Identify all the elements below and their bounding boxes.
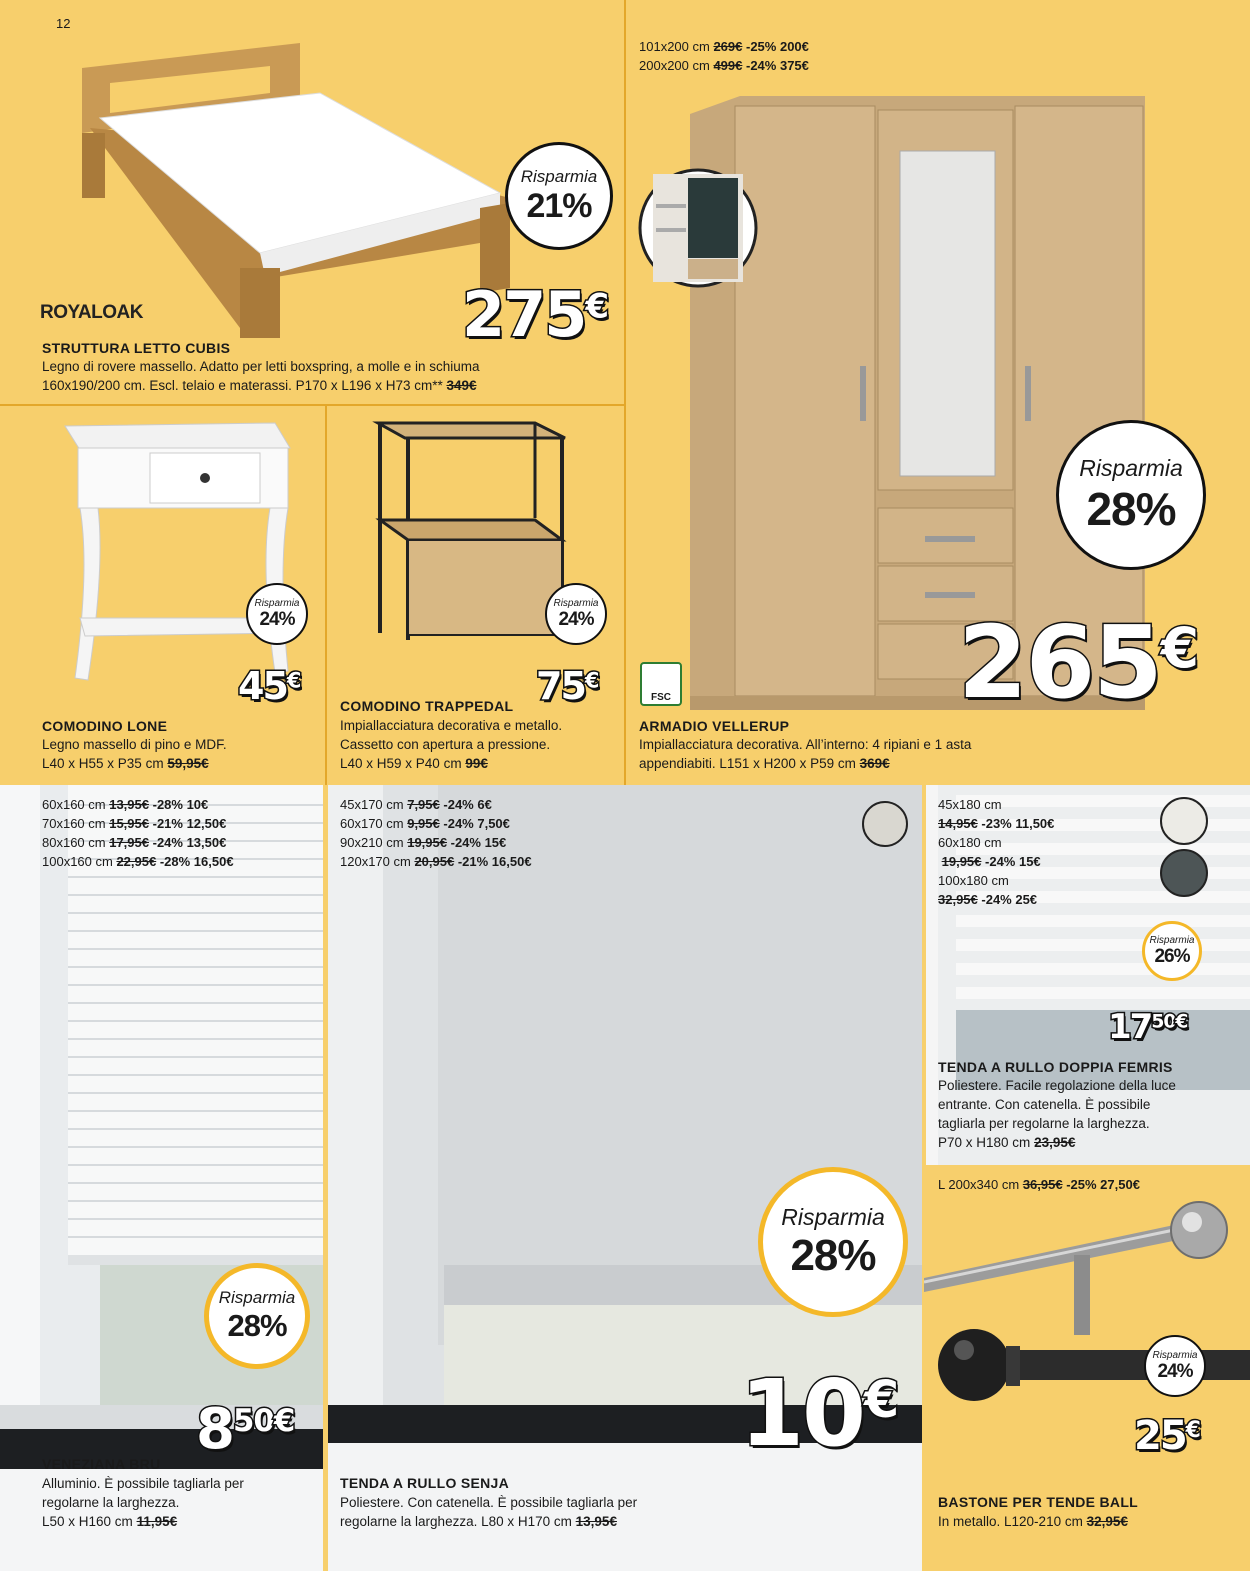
price: 275€ <box>462 278 609 351</box>
size-row: 100x160 cm 22,95€ -28% 16,50€ <box>42 854 234 869</box>
size-row: 60x180 cm <box>938 835 1002 850</box>
size-row: 45x170 cm 7,95€ -24% 6€ <box>340 797 492 812</box>
size-row: 19,95€ -24% 15€ <box>941 854 1041 869</box>
divider <box>624 0 626 785</box>
size-price-list <box>639 37 809 75</box>
color-swatches <box>1158 795 1210 897</box>
discount-badge: Risparmia 24% <box>1144 1335 1206 1397</box>
old-price: 369€ <box>859 756 890 771</box>
product-description: Alluminio. È possibile tagliarla per regolarne la larghezza. L50 x H160 cm 11,95€ <box>42 1476 244 1529</box>
discount-badge: Risparmia 24% <box>246 583 308 645</box>
old-price: 59,95€ <box>167 756 209 771</box>
product-description: Poliestere. Con catenella. È possibile tagliarla per regolarne la larghezza. L80 x H170 cm 13,95€ <box>340 1495 638 1529</box>
old-price: 13,95€ <box>575 1514 617 1529</box>
price: $17^{50€}$ <box>1108 1007 1188 1047</box>
product-description: Poliestere. Facile regolazione della luce entrante. Con catenella. È possibile tagliarla per regolarne la larghezza. P70 x H180 cm 23,95€ <box>938 1078 1176 1150</box>
discount-badge: Risparmia 24% <box>545 583 607 645</box>
product-title: TENDA A RULLO SENJA <box>340 1475 510 1491</box>
size-row: 100x180 cm <box>938 873 1009 888</box>
bru-panel <box>0 785 323 1571</box>
size-row: 60x160 cm 13,95€ -28% 10€ <box>42 797 209 812</box>
size-price-list <box>42 795 234 871</box>
product-title: TENDA A RULLO DOPPIA FEMRIS <box>938 1059 1173 1075</box>
size-row: 60x170 cm 9,95€ -24% 7,50€ <box>340 816 510 831</box>
discount-badge: Risparmia 26% <box>1142 921 1202 981</box>
color-swatch-grey <box>860 799 910 849</box>
discount-badge: Risparmia 21% <box>505 142 613 250</box>
price: 75€ <box>536 664 599 708</box>
product-title: COMODINO LONE <box>42 718 168 734</box>
size-row: 120x170 cm 20,95€ -21% 16,50€ <box>340 854 532 869</box>
price: 45€ <box>238 664 301 708</box>
product-description: Legno massello di pino e MDF. L40 x H55 x P35 cm 59,95€ <box>42 737 227 771</box>
product-title: STRUTTURA LETTO CUBIS <box>42 340 231 356</box>
femris-panel <box>926 785 1250 1165</box>
discount-badge: Risparmia 28% <box>204 1263 310 1369</box>
size-row: 80x160 cm 17,95€ -24% 13,50€ <box>42 835 227 850</box>
size-row: 70x160 cm 15,95€ -21% 12,50€ <box>42 816 227 831</box>
price: $8^{50€}$ <box>196 1397 295 1462</box>
divider <box>325 404 327 785</box>
product-description: Legno di rovere massello. Adatto per letti boxspring, a molle e in schiuma 160x190/200 cm. Escl. telaio e materassi. P170 x L196 x H73 cm** 349€ <box>42 359 480 393</box>
size-row: 14,95€ -23% 11,50€ <box>938 816 1055 831</box>
old-price: 99€ <box>465 756 488 771</box>
divider <box>0 404 625 406</box>
product-title: BASTONE PER TENDE BALL <box>938 1494 1139 1510</box>
size-price-list <box>938 795 1054 909</box>
old-price: 23,95€ <box>1034 1135 1076 1150</box>
product-description: Impiallacciatura decorativa e metallo. Cassetto con apertura a pressione. L40 x H59 x P40 cm 99€ <box>340 718 563 771</box>
size-price-list <box>340 795 532 871</box>
page-number: 12 <box>56 16 71 31</box>
price: 265€ <box>958 604 1199 721</box>
discount-badge: Risparmia 28% <box>1056 420 1206 570</box>
product-description: Impiallacciatura decorativa. All’interno: 4 ripiani e 1 asta appendiabiti. L151 x H200 x P59 cm 369€ <box>639 737 972 771</box>
discount-badge: Risparmia 28% <box>758 1167 908 1317</box>
product-title: ARMADIO VELLERUP <box>639 718 790 734</box>
fsc-logo: FSC <box>640 662 682 706</box>
nightstand-metal-image <box>370 418 570 643</box>
brand-logo: ROYALOAK <box>40 302 143 323</box>
product-description: In metallo. L120-210 cm 32,95€ <box>938 1514 1128 1529</box>
product-title: COMODINO TRAPPEDAL <box>340 698 514 714</box>
old-price: 349€ <box>446 378 477 393</box>
size-row: 90x210 cm 19,95€ -24% 15€ <box>340 835 507 850</box>
size-row: 32,95€ -24% 25€ <box>938 892 1038 907</box>
senja-panel <box>328 785 922 1571</box>
old-price: 32,95€ <box>1086 1514 1128 1529</box>
wardrobe-interior-image <box>638 164 758 292</box>
price: 10€ <box>740 1360 899 1467</box>
size-row: 45x180 cm <box>938 797 1002 812</box>
size-row: 200x200 cm 499€ -24% 375€ <box>639 58 809 73</box>
size-row: 101x200 cm 269€ -25% 200€ <box>639 39 809 54</box>
size-price-row: L 200x340 cm 36,95€ -25% 27,50€ <box>938 1177 1140 1192</box>
old-price: 11,95€ <box>136 1514 178 1529</box>
product-title: VENEZIANA BRU <box>42 1456 161 1472</box>
price: 25€ <box>1134 1413 1200 1459</box>
